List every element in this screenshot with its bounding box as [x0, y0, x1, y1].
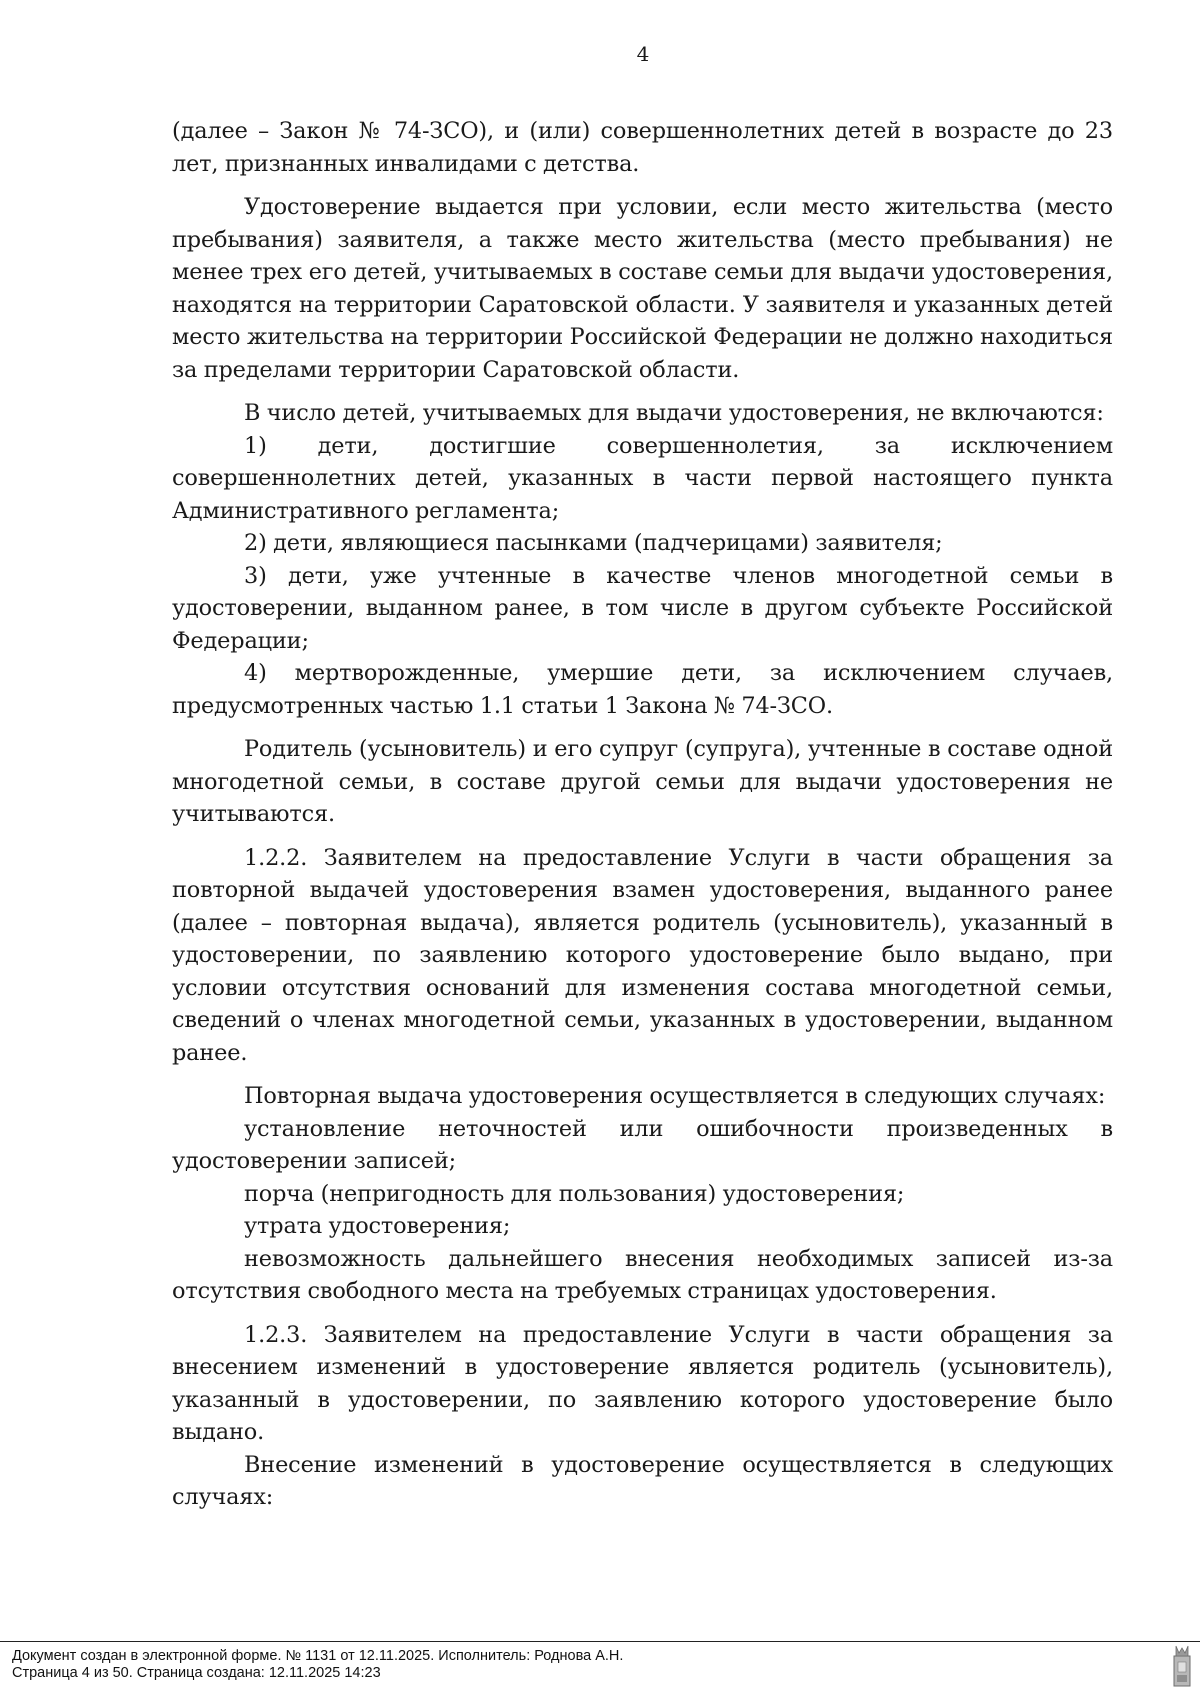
paragraph: 1.2.3. Заявителем на предоставление Услуги в части обращения за внесением изменений в удостоверение является родитель (усыновитель), указанный в удостоверении, по заявлению которого удостоверение было выдано. — [172, 1321, 1113, 1445]
footer-divider — [0, 1641, 1200, 1642]
list-item: 2) дети, являющиеся пасынками (падчерицами) заявителя; — [244, 530, 943, 556]
coat-of-arms-icon — [1172, 1644, 1192, 1690]
paragraph: (далее – Закон № 74-ЗСО), и (или) совершеннолетних детей в возрасте до 23 лет, признанных инвалидами с детства. — [172, 118, 1113, 177]
list-item: порча (непригодность для пользования) удостоверения; — [244, 1180, 905, 1207]
list-item: 3) дети, уже учтенные в качестве членов многодетной семьи в удостоверении, выданном ранее, в том числе в другом субъекте Российской Федерации; — [172, 562, 1113, 654]
footer-document-info: Документ создан в электронной форме. № 1131 от 12.11.2025. Исполнитель: Роднова А.Н. — [12, 1648, 624, 1664]
footer — [12, 1648, 623, 1682]
list-item: невозможность дальнейшего внесения необходимых записей из-за отсутствия свободного места на требуемых страницах удостоверения. — [172, 1245, 1113, 1304]
list-item: 4) мертворожденные, умершие дети, за исключением случаев, предусмотренных частью 1.1 статьи 1 Закона № 74-ЗСО. — [172, 660, 1113, 719]
list-item: установление неточностей или ошибочности произведенных в удостоверении записей; — [172, 1115, 1113, 1174]
page-number: 4 — [636, 42, 650, 66]
paragraph: Родитель (усыновитель) и его супруг (супруга), учтенные в составе одной многодетной семьи, в составе другой семьи для выдачи удостоверения не учитываются. — [172, 736, 1113, 827]
list-item: 1) дети, достигшие совершеннолетия, за исключением совершеннолетних детей, указанных в части первой настоящего пункта Административного регламента; — [172, 432, 1113, 524]
paragraph: Повторная выдача удостоверения осуществляется в следующих случаях: — [244, 1083, 1106, 1109]
paragraph: 1.2.2. Заявителем на предоставление Услуги в части обращения за повторной выдачей удостоверения взамен удостоверения, выданного ранее (далее – повторная выдача), является родитель (усыновитель), указанный в удостоверении, по заявлению которого удостоверение было выдано, при условии отсутствия оснований для изменения состава многодетной семьи, сведений о членах многодетной семьи, указанных в удостоверении, выданном ранее. — [172, 844, 1113, 1066]
paragraph: Удостоверение выдается при условии, если место жительства (место пребывания) заявителя, а также место жительства (место пребывания) не менее трех его детей, учитываемых в составе семьи для выдачи удостоверения, находятся на территории Саратовской области. У заявителя и указанных детей место жительства на территории Российской Федерации не должно находиться за пределами территории Саратовской области. — [172, 194, 1113, 383]
paragraph: В число детей, учитываемых для выдачи удостоверения, не включаются: — [244, 400, 1104, 426]
paragraph: Внесение изменений в удостоверение осуществляется в следующих случаях: — [172, 1451, 1113, 1510]
list-item: утрата удостоверения; — [244, 1213, 511, 1239]
footer-page-info: Страница 4 из 50. Страница создана: 12.11.2025 14:23 — [12, 1665, 381, 1681]
document-body — [172, 115, 1113, 1514]
